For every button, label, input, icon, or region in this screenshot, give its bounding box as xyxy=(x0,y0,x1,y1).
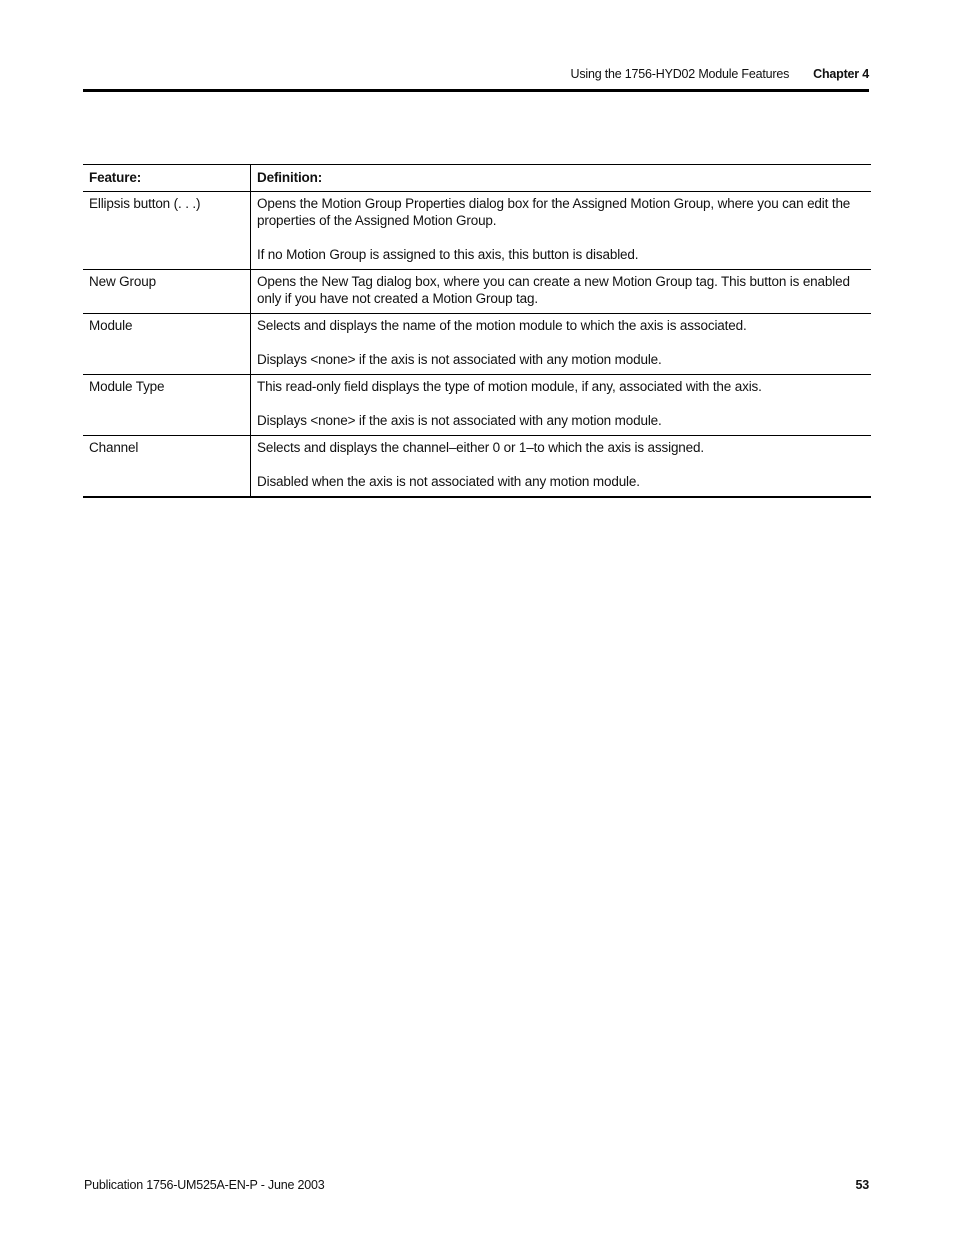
table-row xyxy=(83,192,871,270)
definition-cell xyxy=(251,314,872,375)
page-footer xyxy=(84,1176,869,1194)
definition-paragraph: Opens the Motion Group Properties dialog box for the Assigned Motion Group, where you can edit the properties of the Assigned Motion Group. xyxy=(257,196,851,228)
publication-info: Publication 1756-UM525A-EN-P - June 2003 xyxy=(84,1178,325,1192)
running-header xyxy=(84,63,869,85)
definition-paragraph: Opens the New Tag dialog box, where you can create a new Motion Group tag. This button is enabled only if you have not created a Motion Group tag. xyxy=(257,274,850,306)
definition-paragraph: Disabled when the axis is not associated with any motion module. xyxy=(257,474,640,489)
table-row xyxy=(83,270,871,314)
definition-paragraph: This read-only field displays the type of motion module, if any, associated with the axis. xyxy=(257,379,762,394)
table-row xyxy=(83,314,871,375)
definition-cell xyxy=(251,192,872,270)
feature-cell: Module xyxy=(83,314,251,375)
table-row xyxy=(83,375,871,436)
page-number: 53 xyxy=(855,1178,869,1192)
table-header-row xyxy=(83,165,871,192)
column-header-feature: Feature: xyxy=(83,165,251,192)
definition-paragraph: Displays <none> if the axis is not associated with any motion module. xyxy=(257,352,662,367)
feature-definition-table xyxy=(83,164,871,498)
table-row xyxy=(83,436,871,498)
definition-paragraph: If no Motion Group is assigned to this axis, this button is disabled. xyxy=(257,247,639,262)
column-header-definition: Definition: xyxy=(251,165,872,192)
chapter-label: Chapter 4 xyxy=(813,67,869,81)
header-rule xyxy=(83,89,869,92)
definition-cell xyxy=(251,436,872,498)
definition-paragraph: Selects and displays the name of the motion module to which the axis is associated. xyxy=(257,318,747,333)
section-title: Using the 1756-HYD02 Module Features xyxy=(570,67,790,81)
feature-cell: New Group xyxy=(83,270,251,314)
definition-paragraph: Displays <none> if the axis is not associated with any motion module. xyxy=(257,413,662,428)
feature-cell: Module Type xyxy=(83,375,251,436)
feature-cell: Ellipsis button (. . .) xyxy=(83,192,251,270)
definition-cell xyxy=(251,270,872,314)
feature-cell: Channel xyxy=(83,436,251,498)
definition-cell xyxy=(251,375,872,436)
definition-paragraph: Selects and displays the channel–either 0 or 1–to which the axis is assigned. xyxy=(257,440,704,455)
